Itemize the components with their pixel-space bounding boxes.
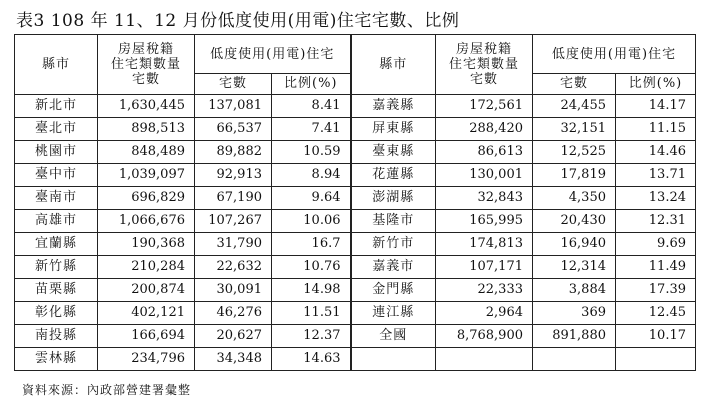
units-cell-left: 31,790 (195, 233, 272, 256)
housing-table (14, 34, 696, 371)
ratio-cell-left: 10.06 (272, 210, 351, 233)
housing-cell-left: 1,630,445 (98, 95, 195, 118)
county-cell-right: 連江縣 (351, 302, 436, 325)
housing-cell-right: 32,843 (436, 187, 533, 210)
housing-cell-right: 165,995 (436, 210, 533, 233)
county-cell-right: 花蓮縣 (351, 164, 436, 187)
units-cell-right (533, 348, 616, 371)
housing-cell-right: 174,813 (436, 233, 533, 256)
county-cell-left: 彰化縣 (15, 302, 98, 325)
table-row (15, 187, 696, 210)
county-cell-left: 臺北市 (15, 118, 98, 141)
units-cell-right: 12,525 (533, 141, 616, 164)
county-cell-right: 嘉義縣 (351, 95, 436, 118)
housing-cell-right: 172,561 (436, 95, 533, 118)
header-housing-units: 宅數 (131, 72, 160, 87)
county-cell-left: 苗栗縣 (15, 279, 98, 302)
units-cell-left: 34,348 (195, 348, 272, 371)
table-row (15, 95, 696, 118)
units-cell-right: 24,455 (533, 95, 616, 118)
units-cell-left: 137,081 (195, 95, 272, 118)
header-low-usage-right: 低度使用(用電)住宅 (533, 35, 696, 74)
units-cell-right: 3,884 (533, 279, 616, 302)
housing-cell-left: 402,121 (98, 302, 195, 325)
table-row (15, 302, 696, 325)
units-cell-right: 17,819 (533, 164, 616, 187)
header-units-right: 宅數 (533, 74, 616, 95)
units-cell-left: 30,091 (195, 279, 272, 302)
header-housing-line1: 房屋稅籍 (455, 42, 512, 57)
units-cell-left: 67,190 (195, 187, 272, 210)
ratio-cell-left: 8.94 (272, 164, 351, 187)
header-row-top (15, 35, 696, 74)
ratio-cell-left: 14.63 (272, 348, 351, 371)
ratio-cell-right (616, 348, 696, 371)
housing-cell-left: 848,489 (98, 141, 195, 164)
ratio-cell-left: 12.37 (272, 325, 351, 348)
units-cell-right: 20,430 (533, 210, 616, 233)
housing-cell-right: 86,613 (436, 141, 533, 164)
units-cell-right: 16,940 (533, 233, 616, 256)
housing-cell-left: 210,284 (98, 256, 195, 279)
ratio-cell-right: 12.45 (616, 302, 696, 325)
housing-cell-left: 234,796 (98, 348, 195, 371)
ratio-cell-left: 9.64 (272, 187, 351, 210)
header-housing-line2: 住宅類數量 (110, 57, 181, 72)
county-cell-left: 雲林縣 (15, 348, 98, 371)
table-row (15, 118, 696, 141)
ratio-cell-left: 10.59 (272, 141, 351, 164)
table-row (15, 233, 696, 256)
county-cell-right: 全國 (351, 325, 436, 348)
housing-cell-left: 1,066,676 (98, 210, 195, 233)
header-low-usage-left: 低度使用(用電)住宅 (195, 35, 351, 74)
source-note: 資料來源：內政部營建署彙整 (22, 383, 192, 397)
housing-cell-left: 200,874 (98, 279, 195, 302)
table-row (15, 164, 696, 187)
housing-cell-right: 22,333 (436, 279, 533, 302)
units-cell-right: 12,314 (533, 256, 616, 279)
units-cell-left: 92,913 (195, 164, 272, 187)
ratio-cell-left: 11.51 (272, 302, 351, 325)
units-cell-left: 22,632 (195, 256, 272, 279)
ratio-cell-left: 14.98 (272, 279, 351, 302)
table-row (15, 279, 696, 302)
ratio-cell-right: 13.24 (616, 187, 696, 210)
ratio-cell-right: 12.31 (616, 210, 696, 233)
housing-cell-left: 1,039,097 (98, 164, 195, 187)
header-county-right: 縣市 (351, 35, 436, 95)
units-cell-right: 4,350 (533, 187, 616, 210)
table-title: 表3 108 年 11、12 月份低度使用(用電)住宅宅數、比例 (16, 11, 460, 31)
header-county-left: 縣市 (15, 35, 98, 95)
header-housing-left (98, 35, 195, 95)
header-housing-line2: 住宅類數量 (448, 57, 519, 72)
county-cell-right: 臺東縣 (351, 141, 436, 164)
units-cell-left: 107,267 (195, 210, 272, 233)
header-housing-right (436, 35, 533, 95)
table-row (15, 348, 696, 371)
ratio-cell-left: 8.41 (272, 95, 351, 118)
ratio-cell-left: 10.76 (272, 256, 351, 279)
housing-cell-right: 288,420 (436, 118, 533, 141)
table-row (15, 325, 696, 348)
housing-cell-right: 2,964 (436, 302, 533, 325)
housing-cell-right: 8,768,900 (436, 325, 533, 348)
county-cell-left: 南投縣 (15, 325, 98, 348)
housing-cell-left: 696,829 (98, 187, 195, 210)
housing-cell-right: 130,001 (436, 164, 533, 187)
county-cell-left: 臺中市 (15, 164, 98, 187)
housing-cell-left: 190,368 (98, 233, 195, 256)
ratio-cell-right: 11.15 (616, 118, 696, 141)
county-cell-right: 屏東縣 (351, 118, 436, 141)
county-cell-right: 澎湖縣 (351, 187, 436, 210)
ratio-cell-right: 14.17 (616, 95, 696, 118)
ratio-cell-left: 7.41 (272, 118, 351, 141)
county-cell-left: 新北市 (15, 95, 98, 118)
units-cell-left: 46,276 (195, 302, 272, 325)
ratio-cell-right: 13.71 (616, 164, 696, 187)
ratio-cell-right: 17.39 (616, 279, 696, 302)
housing-cell-left: 166,694 (98, 325, 195, 348)
county-cell-left: 桃園市 (15, 141, 98, 164)
housing-cell-right: 107,171 (436, 256, 533, 279)
ratio-cell-right: 14.46 (616, 141, 696, 164)
header-ratio-left: 比例(%) (272, 74, 351, 95)
table-row (15, 210, 696, 233)
county-cell-right: 嘉義市 (351, 256, 436, 279)
header-housing-line1: 房屋稅籍 (117, 42, 174, 57)
table-row (15, 256, 696, 279)
county-cell-left: 宜蘭縣 (15, 233, 98, 256)
units-cell-right: 32,151 (533, 118, 616, 141)
housing-cell-right (436, 348, 533, 371)
units-cell-right: 369 (533, 302, 616, 325)
county-cell-right (351, 348, 436, 371)
ratio-cell-right: 9.69 (616, 233, 696, 256)
table-row (15, 141, 696, 164)
header-units-left: 宅數 (195, 74, 272, 95)
units-cell-left: 89,882 (195, 141, 272, 164)
units-cell-left: 66,537 (195, 118, 272, 141)
units-cell-left: 20,627 (195, 325, 272, 348)
housing-cell-left: 898,513 (98, 118, 195, 141)
county-cell-left: 臺南市 (15, 187, 98, 210)
county-cell-left: 高雄市 (15, 210, 98, 233)
county-cell-right: 基隆市 (351, 210, 436, 233)
county-cell-right: 金門縣 (351, 279, 436, 302)
county-cell-right: 新竹市 (351, 233, 436, 256)
header-housing-units: 宅數 (469, 72, 498, 87)
ratio-cell-left: 16.7 (272, 233, 351, 256)
header-ratio-right: 比例(%) (616, 74, 696, 95)
units-cell-right: 891,880 (533, 325, 616, 348)
table-body (15, 35, 696, 371)
county-cell-left: 新竹縣 (15, 256, 98, 279)
ratio-cell-right: 10.17 (616, 325, 696, 348)
ratio-cell-right: 11.49 (616, 256, 696, 279)
